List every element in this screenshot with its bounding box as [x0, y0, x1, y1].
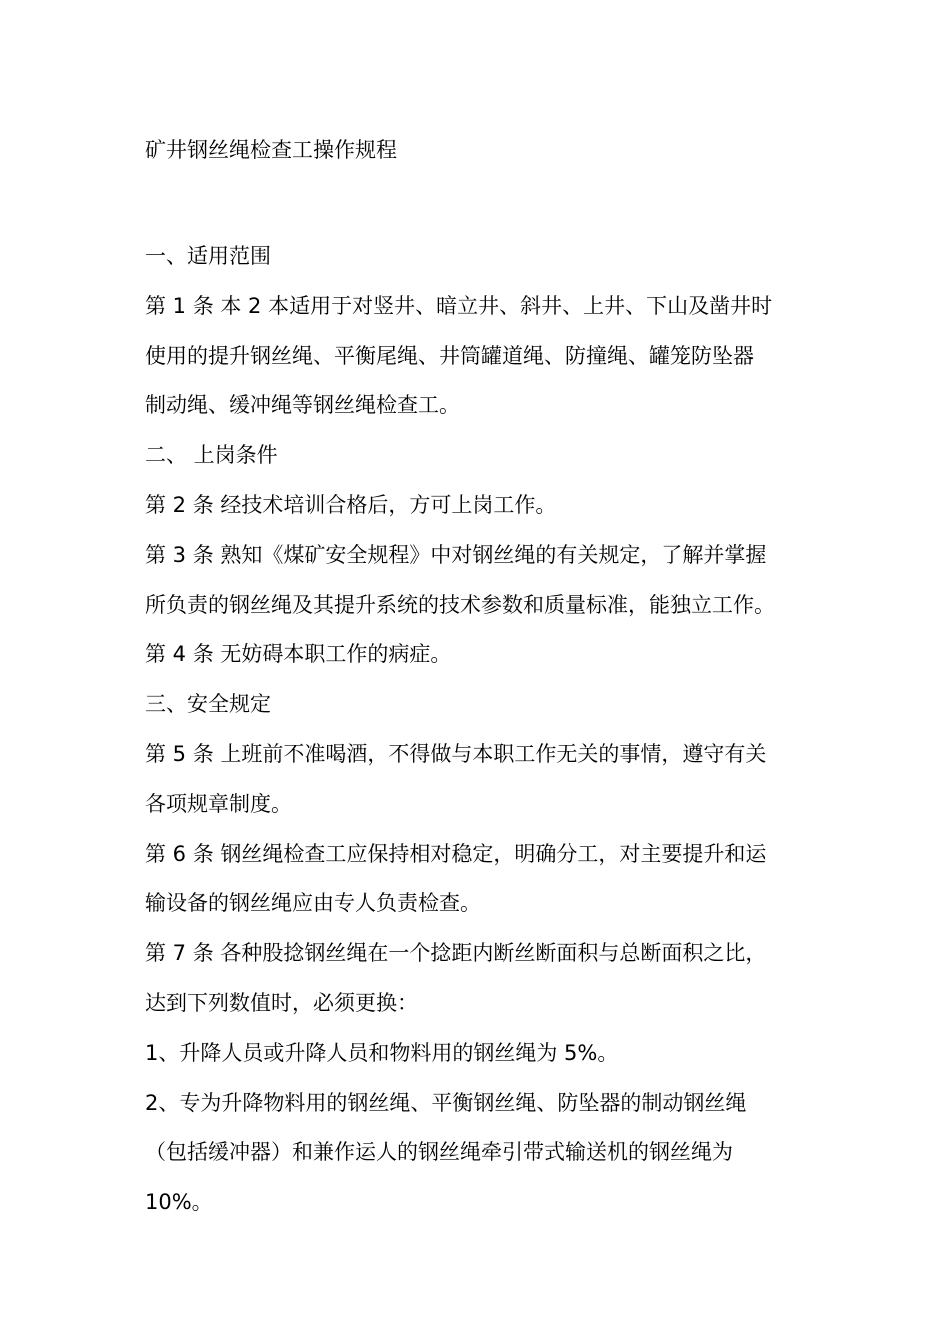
document-title: 矿井钢丝绳检查工操作规程: [145, 138, 397, 162]
article-6-line-1: 第 6 条 钢丝绳检查工应保持相对稳定，明确分工，对主要提升和运: [145, 841, 767, 866]
article-4: 第 4 条 无妨碍本职工作的病症。: [145, 642, 452, 667]
article-7-line-1: 第 7 条 各种股捻钢丝绳在一个捻距内断丝断面积与总断面积之比，: [145, 941, 767, 966]
list-item-1: 1、升降人员或升降人员和物料用的钢丝绳为 5%。: [145, 1040, 619, 1065]
document-body: [145, 232, 810, 1228]
article-3-line-2: 所负责的钢丝绳及其提升系统的技术参数和质量标准，能独立工作。: [145, 592, 775, 617]
article-6-line-2: 输设备的钢丝绳应由专人负责检查。: [145, 891, 481, 916]
article-5-line-1: 第 5 条 上班前不准喝酒，不得做与本职工作无关的事情，遵守有关: [145, 741, 767, 766]
list-item-2-line-2: （包括缓冲器）和兼作运人的钢丝绳牵引带式输送机的钢丝绳为: [145, 1140, 733, 1165]
article-5-line-2: 各项规章制度。: [145, 791, 292, 816]
article-1-line-1: 第 1 条 本 2 本适用于对竖井、暗立井、斜井、上井、下山及凿井时: [145, 293, 773, 318]
list-item-2-line-1: 2、专为升降物料用的钢丝绳、平衡钢丝绳、防坠器的制动钢丝绳: [145, 1090, 747, 1115]
article-7-line-2: 达到下列数值时，必须更换：: [145, 990, 418, 1015]
list-item-2-line-3: 10%。: [145, 1190, 213, 1215]
section-heading-scope: 一、适用范围: [145, 244, 271, 268]
article-1-line-3: 制动绳、缓冲绳等钢丝绳检查工。: [145, 393, 460, 418]
article-3-line-1: 第 3 条 熟知《煤矿安全规程》中对钢丝绳的有关规定，了解并掌握: [145, 542, 767, 567]
article-1-line-2: 使用的提升钢丝绳、平衡尾绳、井筒罐道绳、防撞绳、罐笼防坠器: [145, 343, 754, 368]
article-2: 第 2 条 经技术培训合格后，方可上岗工作。: [145, 492, 557, 517]
section-heading-safety: 三、安全规定: [145, 692, 271, 717]
section-heading-requirements: 二、 上岗条件: [145, 443, 278, 468]
